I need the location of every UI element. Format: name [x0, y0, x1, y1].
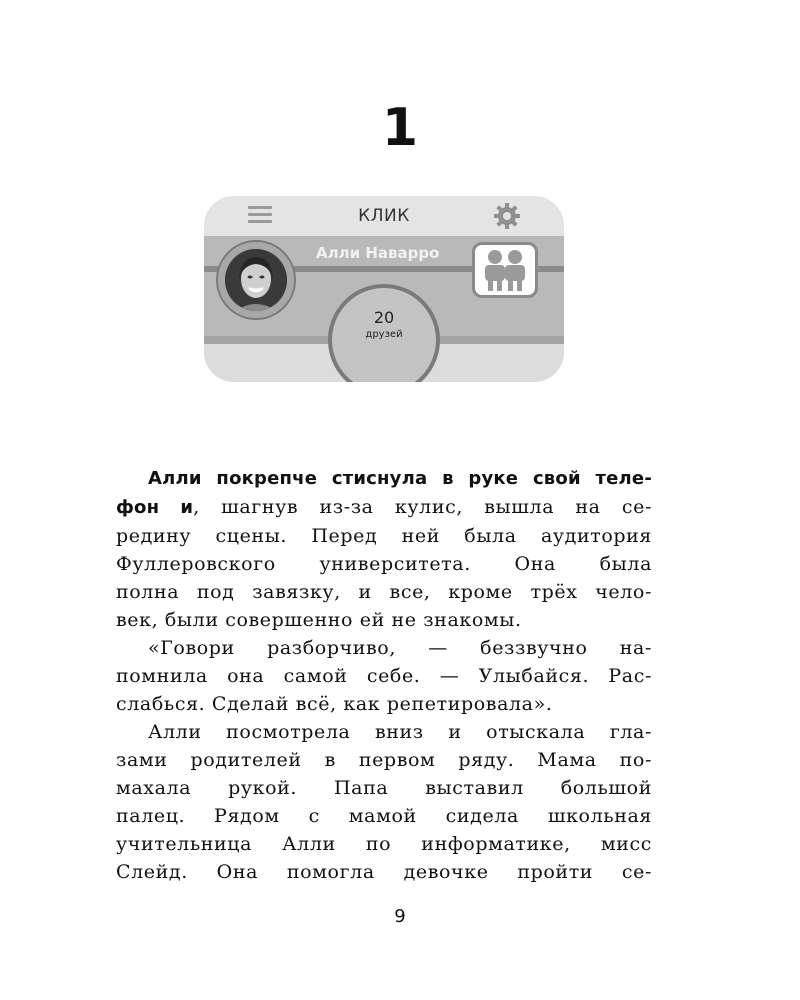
profile-photo — [225, 249, 287, 311]
avatar — [216, 240, 296, 320]
paragraph — [116, 718, 652, 886]
app-title: КЛИК — [358, 206, 410, 226]
text-line: Алли посмотрела вниз и отыскала гла- — [148, 721, 652, 743]
text-line: век, были совершенно ей не знакомы. — [116, 609, 522, 631]
gear-icon — [492, 201, 522, 231]
text-fragment: , шагнув из-за кулис, вышла на се- — [193, 496, 652, 518]
text-line: палец. Рядом с мамой сидела школьная — [116, 805, 652, 827]
text-line: «Говори разборчиво, — беззвучно на- — [148, 637, 652, 659]
text-line: слабься. Сделай всё, как репетировала». — [116, 693, 553, 715]
friends-label: друзей — [365, 329, 403, 340]
lead-text: Алли покрепче стиснула в руке свой теле- — [148, 468, 652, 489]
text-line: полна под завязку, и все, кроме трёх чело- — [116, 581, 652, 603]
lead-text: фон и — [116, 497, 194, 518]
page-number: 9 — [394, 906, 406, 927]
text-line: помнила она самой себе. — Улыбайся. Рас- — [116, 665, 652, 687]
text-line — [116, 493, 652, 522]
friends-icon — [472, 242, 538, 298]
chapter-number: 1 — [381, 98, 419, 158]
friends-count: 20 — [373, 308, 395, 327]
paragraph — [116, 634, 652, 718]
body-text — [116, 464, 652, 886]
paragraph — [116, 464, 652, 634]
text-line: зами родителей в первом ряду. Мама по- — [116, 749, 652, 771]
text-line: редину сцены. Перед ней была аудитория — [116, 525, 652, 547]
text-line: учительница Алли по информатике, мисс — [116, 833, 652, 855]
text-line: Слейд. Она помогла девочке пройти се- — [116, 861, 652, 883]
text-line: махала рукой. Папа выставил большой — [116, 777, 652, 799]
text-line: Фуллеровского университета. Она была — [116, 553, 652, 575]
user-name: Алли Наварро — [316, 244, 440, 262]
app-profile-card — [204, 196, 564, 382]
text-line — [116, 464, 652, 493]
